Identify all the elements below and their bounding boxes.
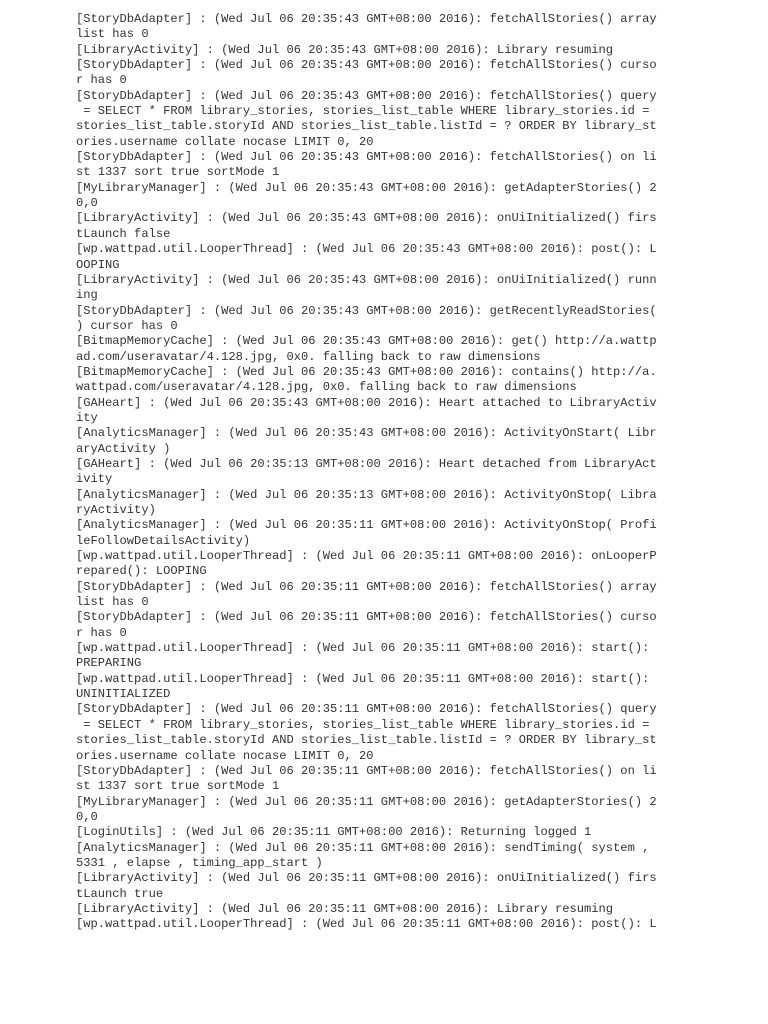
log-line: [StoryDbAdapter] : (Wed Jul 06 20:35:43 GMT+08:00 2016): fetchAllStories() array list has 0 [76, 12, 657, 42]
log-line: [StoryDbAdapter] : (Wed Jul 06 20:35:43 GMT+08:00 2016): getRecentlyReadStories( ) cursor has 0 [76, 303, 657, 333]
log-line: [AnalyticsManager] : (Wed Jul 06 20:35:13 GMT+08:00 2016): ActivityOnStop( Libra ryActivity) [76, 487, 657, 517]
log-line: [BitmapMemoryCache] : (Wed Jul 06 20:35:43 GMT+08:00 2016): get() http://a.wattp ad.com/useravatar/4.128.jpg, 0x0. falling back to raw dimensions [76, 334, 657, 364]
log-view[interactable] [76, 12, 676, 1012]
log-line: [wp.wattpad.util.LooperThread] : (Wed Jul 06 20:35:11 GMT+08:00 2016): start(): UNINITIALIZED [76, 671, 650, 702]
log-line: [LibraryActivity] : (Wed Jul 06 20:35:43 GMT+08:00 2016): onUiInitialized() runn ing [76, 272, 657, 303]
log-line: [LibraryActivity] : (Wed Jul 06 20:35:43 GMT+08:00 2016): onUiInitialized() firs tLaunch false [76, 211, 657, 241]
log-line: [StoryDbAdapter] : (Wed Jul 06 20:35:11 GMT+08:00 2016): fetchAllStories() curso r has 0 [76, 610, 657, 640]
log-line: [wp.wattpad.util.LooperThread] : (Wed Jul 06 20:35:11 GMT+08:00 2016): start(): PREPARING [76, 641, 650, 671]
log-line: [GAHeart] : (Wed Jul 06 20:35:43 GMT+08:00 2016): Heart attached to LibraryActiv ity [76, 395, 657, 425]
log-line: [BitmapMemoryCache] : (Wed Jul 06 20:35:43 GMT+08:00 2016): contains() http://a. wattpad.com/useravatar/4.128.jpg, 0x0. falling back to raw dimensions [76, 364, 657, 395]
log-line: [AnalyticsManager] : (Wed Jul 06 20:35:11 GMT+08:00 2016): ActivityOnStop( Profi leFollowDetailsActivity) [76, 518, 657, 548]
log-line: [wp.wattpad.util.LooperThread] : (Wed Jul 06 20:35:11 GMT+08:00 2016): post(): L [76, 917, 657, 932]
log-line: [LibraryActivity] : (Wed Jul 06 20:35:11 GMT+08:00 2016): onUiInitialized() firs tLaunch true [76, 871, 657, 901]
log-line: [LibraryActivity] : (Wed Jul 06 20:35:11 GMT+08:00 2016): Library resuming [76, 901, 614, 916]
log-line: [StoryDbAdapter] : (Wed Jul 06 20:35:43 GMT+08:00 2016): fetchAllStories() query = SELECT * FROM library_stories, stories_list_table WHERE library_stories.id = stories_list_table.storyId AND stories_list_table.listId = ? ORDER BY library_st ories.username collate nocase LIMIT 0, 20 [76, 88, 657, 149]
log-line: [StoryDbAdapter] : (Wed Jul 06 20:35:43 GMT+08:00 2016): fetchAllStories() curso r has 0 [76, 58, 657, 88]
log-line: [MyLibraryManager] : (Wed Jul 06 20:35:43 GMT+08:00 2016): getAdapterStories() 2 0,0 [76, 180, 657, 211]
log-line: [GAHeart] : (Wed Jul 06 20:35:13 GMT+08:00 2016): Heart detached from LibraryAct ivity [76, 456, 657, 487]
log-line: [StoryDbAdapter] : (Wed Jul 06 20:35:11 GMT+08:00 2016): fetchAllStories() on li st 1337 sort true sortMode 1 [76, 763, 657, 794]
log-line: [StoryDbAdapter] : (Wed Jul 06 20:35:11 GMT+08:00 2016): fetchAllStories() query = SELECT * FROM library_stories, stories_list_table WHERE library_stories.id = stories_list_table.storyId AND stories_list_table.listId = ? ORDER BY library_st ories.username collate nocase LIMIT 0, 20 [76, 702, 657, 763]
log-line: [LibraryActivity] : (Wed Jul 06 20:35:43 GMT+08:00 2016): Library resuming [76, 42, 614, 57]
log-line: [StoryDbAdapter] : (Wed Jul 06 20:35:43 GMT+08:00 2016): fetchAllStories() on li st 1337 sort true sortMode 1 [76, 150, 657, 180]
log-line: [LoginUtils] : (Wed Jul 06 20:35:11 GMT+08:00 2016): Returning logged 1 [76, 825, 592, 840]
log-line: [StoryDbAdapter] : (Wed Jul 06 20:35:11 GMT+08:00 2016): fetchAllStories() array list has 0 [76, 579, 657, 610]
log-line: [wp.wattpad.util.LooperThread] : (Wed Jul 06 20:35:43 GMT+08:00 2016): post(): L OOPING [76, 242, 657, 272]
log-line: [AnalyticsManager] : (Wed Jul 06 20:35:11 GMT+08:00 2016): sendTiming( system , 5331 , elapse , timing_app_start ) [76, 840, 650, 870]
log-line: [MyLibraryManager] : (Wed Jul 06 20:35:11 GMT+08:00 2016): getAdapterStories() 2 0,0 [76, 794, 657, 824]
log-line: [wp.wattpad.util.LooperThread] : (Wed Jul 06 20:35:11 GMT+08:00 2016): onLooperP repared(): LOOPING [76, 549, 657, 579]
log-line: [AnalyticsManager] : (Wed Jul 06 20:35:43 GMT+08:00 2016): ActivityOnStart( Libr aryActivity ) [76, 426, 657, 456]
